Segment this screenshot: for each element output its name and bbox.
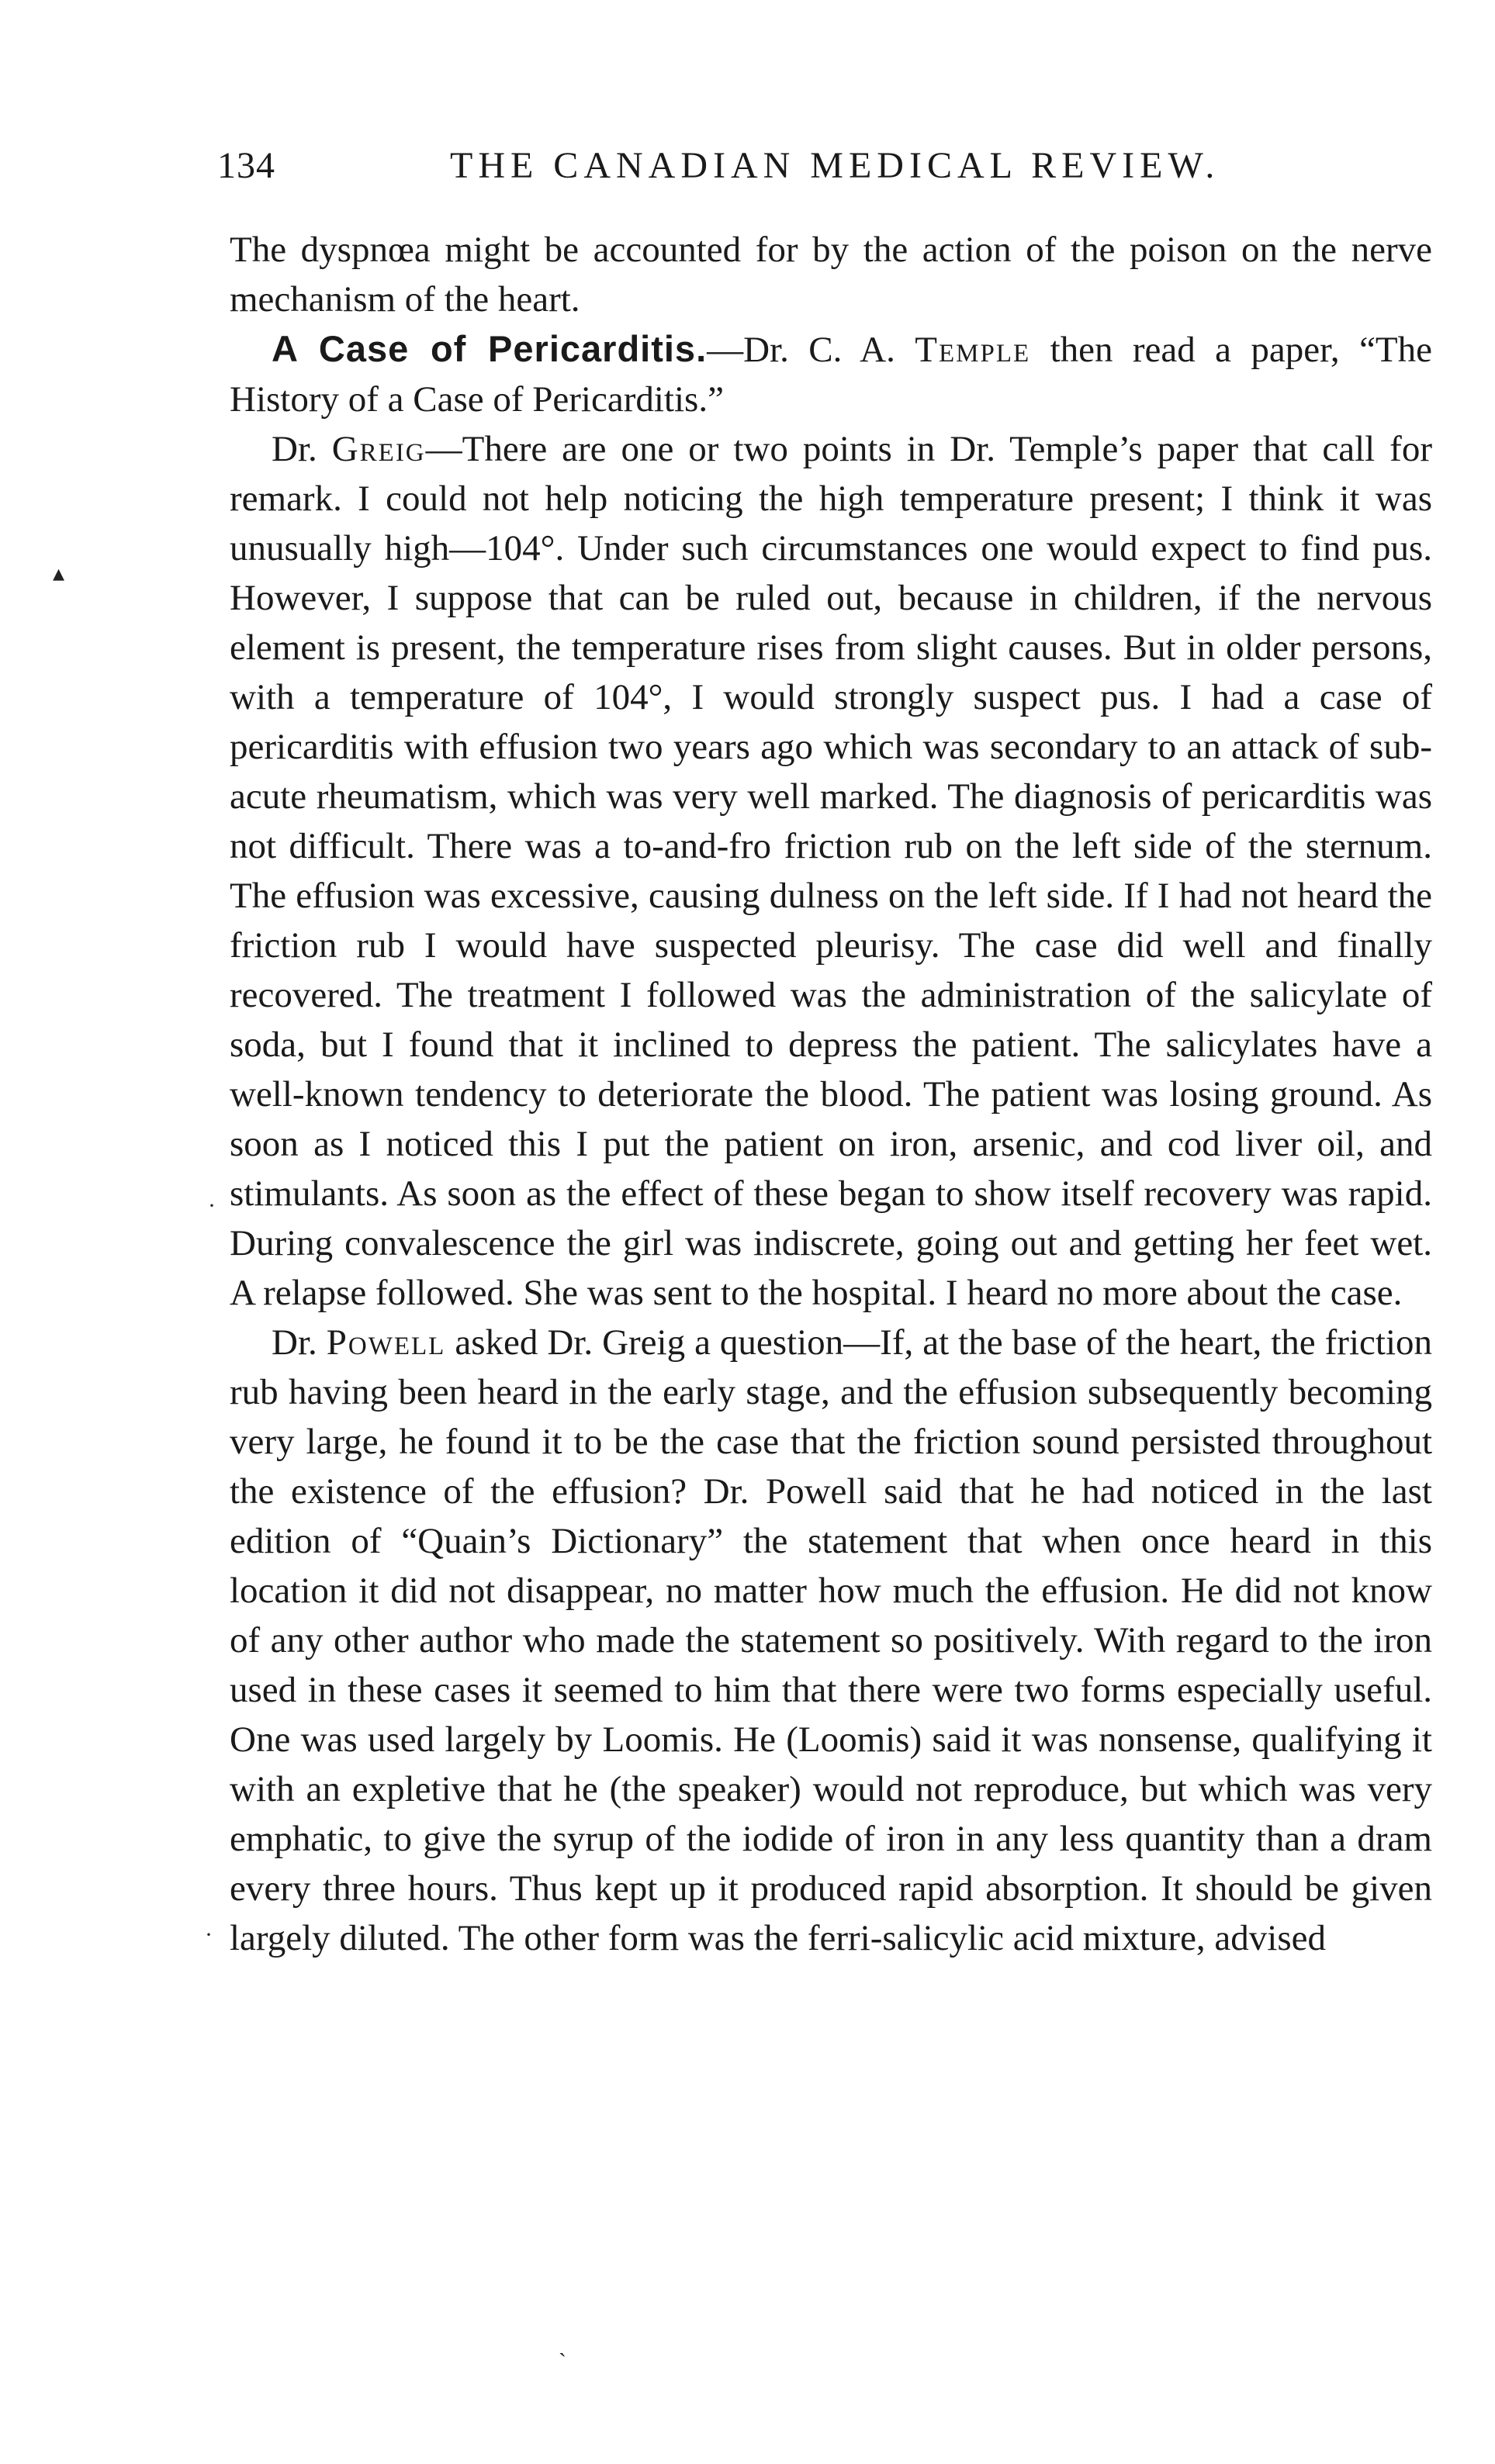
paragraph-greig: [230, 424, 1432, 1318]
speaker-prefix: Dr.: [272, 1322, 327, 1363]
margin-mark: ˏ: [559, 2331, 566, 2357]
dash-text: —Dr. C. A.: [707, 330, 915, 370]
paragraph-powell: [230, 1318, 1432, 1963]
section-heading: A Case of Pericarditis.: [272, 328, 708, 369]
paragraph-text: then read a paper, “The History of a Case of Pericarditis.”: [230, 330, 1432, 420]
article-body: [230, 225, 1432, 1963]
paragraph: The dyspnœa might be accounted for by the action of the poison on the nerve mechanism of the heart.: [230, 230, 1432, 320]
paragraph-pericarditis: [230, 324, 1432, 424]
margin-mark: ·: [205, 1922, 213, 1947]
paragraph-text: —There are one or two points in Dr. Temple’s paper that call for remark. I could not help noticing the high temperature present; I think it was unusually high—104°. Under such circumstances one would expect to find pus. However, I suppose that can be ruled out, because in children, if the nervous element is present, the temperature rises from slight causes. But in older persons, with a temperature of 104°, I would strongly suspect pus. I had a case of pericarditis with effusion two years ago which was secondary to an attack of sub-acute rheumatism, which was very well marked. The diagnosis of pericarditis was not difficult. There was a to-and-fro friction rub on the left side of the sternum. The effusion was excessive, causing dulness on the left side. If I had not heard the friction rub I would have suspected pleurisy. The case did well and finally recovered. The treatment I followed was the administration of the salicylate of soda, but I found that it inclined to depress the patient. The salicylates have a well-known tendency to deteriorate the blood. The patient was losing ground. As soon as I noticed this I put the patient on iron, arsenic, and cod liver oil, and stimulants. As soon as the effect of these began to show itself recovery was rapid. During convalescence the girl was indiscrete, going out and getting her feet wet. A relapse followed. She was sent to the hospital. I heard no more about the case.: [230, 429, 1432, 1313]
paragraph-text: asked Dr. Greig a question—If, at the base of the heart, the friction rub having been heard in the early stage, and the effusion subsequently becoming very large, he found it to be the case that the friction sound persisted throughout the existence of the effusion? Dr. Powell said that he had noticed in the last edition of “Quain’s Dictionary” the statement that when once heard in this location it did not disappear, no matter how much the effusion. He did not know of any other author who made the statement so positively. With regard to the iron used in these cases it seemed to him that there were two forms especially useful. One was used largely by Loomis. He (Loomis) said it was nonsense, qualifying it with an expletive that he (the speaker) would not reproduce, but which was very emphatic, to give the syrup of the iodide of iron in any less quantity than a dram every three hours. Thus kept up it produced rapid absorption. It should be given largely diluted. The other form was the ferri-salicylic acid mixture, advised: [230, 1322, 1432, 1958]
speaker-name: Temple: [915, 330, 1031, 370]
page-header: [217, 144, 1288, 199]
speaker-name: Greig: [331, 429, 426, 469]
margin-mark: ·: [208, 1193, 216, 1218]
speaker-name: Powell: [326, 1322, 446, 1363]
page-number: 134: [217, 145, 275, 186]
margin-mark: ▴: [53, 561, 65, 586]
running-title: THE CANADIAN MEDICAL REVIEW.: [450, 145, 1220, 186]
speaker-prefix: Dr.: [272, 429, 332, 469]
